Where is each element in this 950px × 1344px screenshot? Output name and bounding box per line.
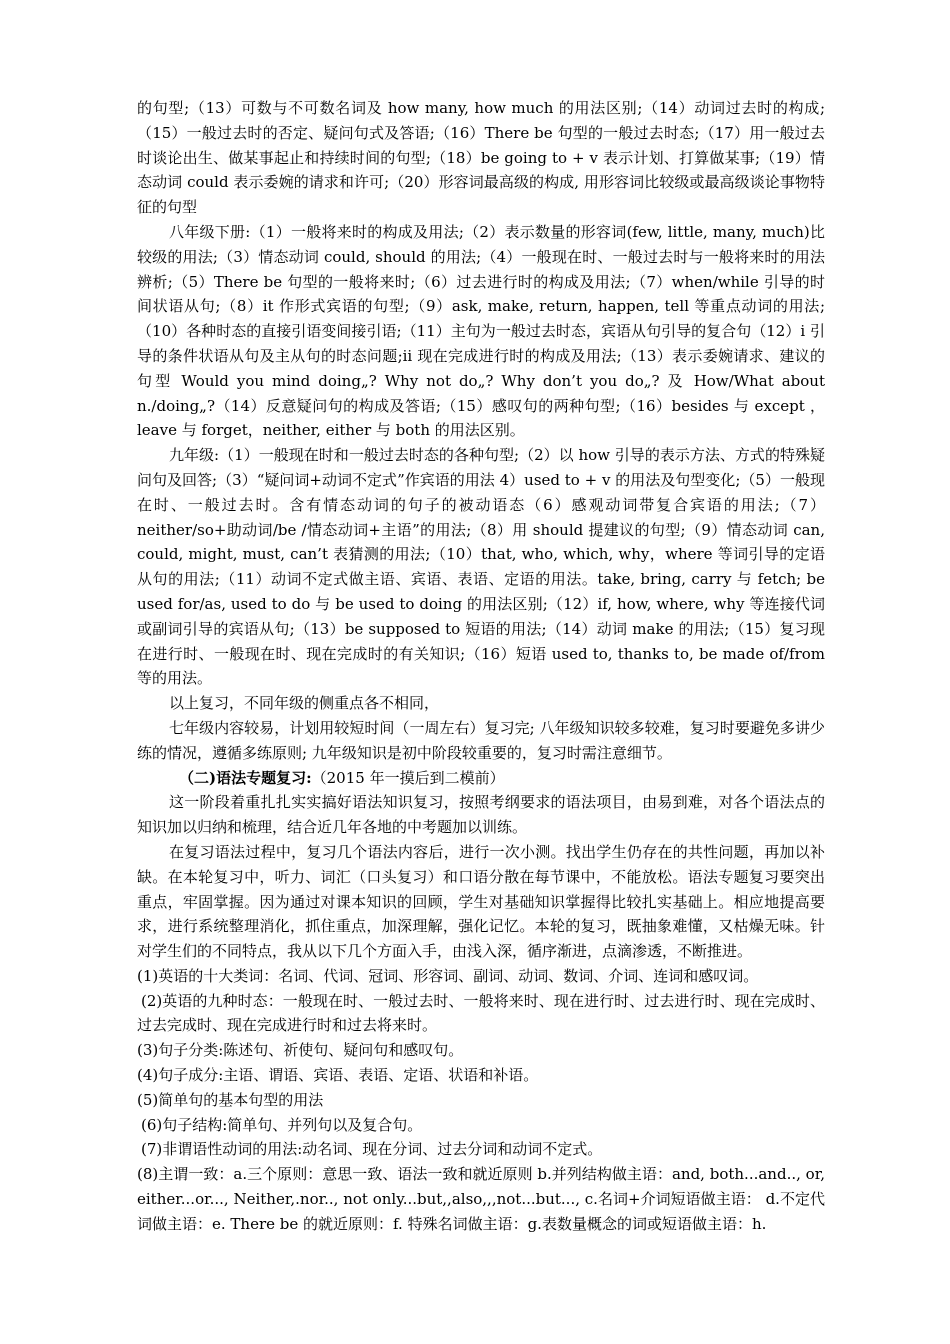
- document-page: [137, 96, 825, 1237]
- paragraph-grade8-second-term: 八年级下册:（1）一般将来时的构成及用法;（2）表示数量的形容词(few, little, many, much)比较级的用法;（3）情态动词 could, should 的用法;（4）一般现在时、一般过去时与一般将来时的用法辨析;（5）There be 句型的一般将来时;（6）过去进行时的构成及用法;（7）when/while 引导的时间状语从句;（8）it 作形式宾语的句型;（9）ask, make, return, happen, tell 等重点动词的用法;（10）各种时态的直接引语变间接引语;（11）主句为一般过去时态，宾语从句引导的复合句（12）i 引导的条件状语从句及主从句的时态问题;ii 现在完成进行时的构成及用法;（13）表示委婉请求、建议的句型 Would you mind doing„? Why not do„? Why don’t you do„? 及 How/What about n./doing„?（14）反意疑问句的构成及答语;（15）感叹句的两种句型;（16）besides 与 except ，leave 与 forget，neither, either 与 both 的用法区别。: [137, 222, 825, 440]
- list-item-word-classes: (1)英语的十大类词：名词、代词、冠词、形容词、副词、动词、数词、介词、连词和感叹词。: [137, 966, 759, 985]
- list-item-basic-patterns: (5)简单句的基本句型的用法: [137, 1090, 324, 1109]
- list-item-subject-verb-agreement: (8)主谓一致：a.三个原则：意思一致、语法一致和就近原则 b.并列结构做主语：and, both...and.., or, either...or..., Neither,.nor.., not only...but,,also,,,not...but..., c.名词+介词短语做主语： d.不定代词做主语：e. There be 的就近原则：f. 特殊名词做主语：g.表数量概念的词或短语做主语：h.: [137, 1165, 825, 1233]
- paragraph-grade7-continued: 的句型;（13）可数与不可数名词及 how many, how much 的用法区别;（14）动词过去时的构成;（15）一般过去时的否定、疑问句式及答语;（16）There be 句型的一般过去时态;（17）用一般过去时谈论出生、做某事起止和持续时间的句型;（18）be going to + v 表示计划、打算做某事;（19）情态动词 could 表示委婉的请求和许可;（20）形容词最高级的构成, 用形容词比较级或最高级谈论事物特征的句型: [137, 99, 825, 217]
- paragraph-review-method: 在复习语法过程中，复习几个语法内容后，进行一次小测。找出学生仍存在的共性问题，再加以补缺。在本轮复习中，听力、词汇（口头复习）和口语分散在每节课中，不能放松。语法专题复习要突出重点，牢固掌握。因为通过对课本知识的回顾，学生对基础知识掌握得比较扎实基础上。相应地提高要求，进行系统整理消化，抓住重点，加深理解，强化记忆。本轮的复习，既抽象难懂，又枯燥无味。针对学生们的不同特点，我从以下几个方面入手，由浅入深，循序渐进，点滴渗透，不断推进。: [137, 842, 825, 961]
- list-item-sentence-components: (4)句子成分:主语、谓语、宾语、表语、定语、状语和补语。: [137, 1066, 539, 1085]
- list-item-nonfinite-verbs: (7)非谓语性动词的用法:动名词、现在分词、过去分词和动词不定式。: [141, 1140, 603, 1159]
- paragraph-grade9: 九年级:（1）一般现在时和一般过去时态的各种句型;（2）以 how 引导的表示方法、方式的特殊疑问句及回答;（3）“疑问词+动词不定式”作宾语的用法 4）used to + v 的用法及句型变化;（5）一般现在时、一般过去时。含有情态动词的句子的被动语态（6）感观动词带复合宾语的用法;（7）neither/so+助动词/be /情态动词+主语”的用法;（8）用 should 提建议的句型;（9）情态动词 can, could, might, must, can’t 表猜测的用法;（10）that, who, which, why，where 等词引导的定语从句的用法;（11）动词不定式做主语、宾语、表语、定语的用法。take, bring, carry 与 fetch; be used for/as, used to do 与 be used to doing 的用法区别;（12）if, how, where, why 等连接代词或副词引导的宾语从句;（13）be supposed to 短语的用法;（14）动词 make 的用法;（15）复习现在进行时、一般现在时、现在完成时的有关知识;（16）短语 used to, thanks to, be made of/from 等的用法。: [137, 446, 825, 688]
- section-heading-period: （2015 年一摸后到二模前）: [311, 768, 505, 787]
- list-item-sentence-structure: (6)句子结构:简单句、并列句以及复合句。: [141, 1115, 423, 1134]
- list-item-tenses: (2)英语的九种时态：一般现在时、一般过去时、一般将来时、现在进行时、过去进行时、现在完成时、过去完成时、现在完成进行时和过去将来时。: [137, 991, 825, 1035]
- list-item-sentence-types: (3)句子分类:陈述句、祈使句、疑问句和感叹句。: [137, 1041, 464, 1060]
- paragraph-summary: 以上复习，不同年级的侧重点各不相同，: [169, 694, 440, 713]
- paragraph-grade-plan: 七年级内容较易，计划用较短时间（一周左右）复习完; 八年级知识较多较难，复习时要避免多讲少练的情况，遵循多练原则; 九年级知识是初中阶段较重要的，复习时需注意细节。: [137, 718, 825, 762]
- section-heading: [137, 766, 825, 791]
- section-heading-bold: （二)语法专题复习:: [179, 768, 312, 787]
- paragraph-stage-intro: 这一阶段着重扎扎实实搞好语法知识复习，按照考纲要求的语法项目，由易到难，对各个语法点的知识加以归纳和梳理，结合近几年各地的中考题加以训练。: [137, 793, 825, 837]
